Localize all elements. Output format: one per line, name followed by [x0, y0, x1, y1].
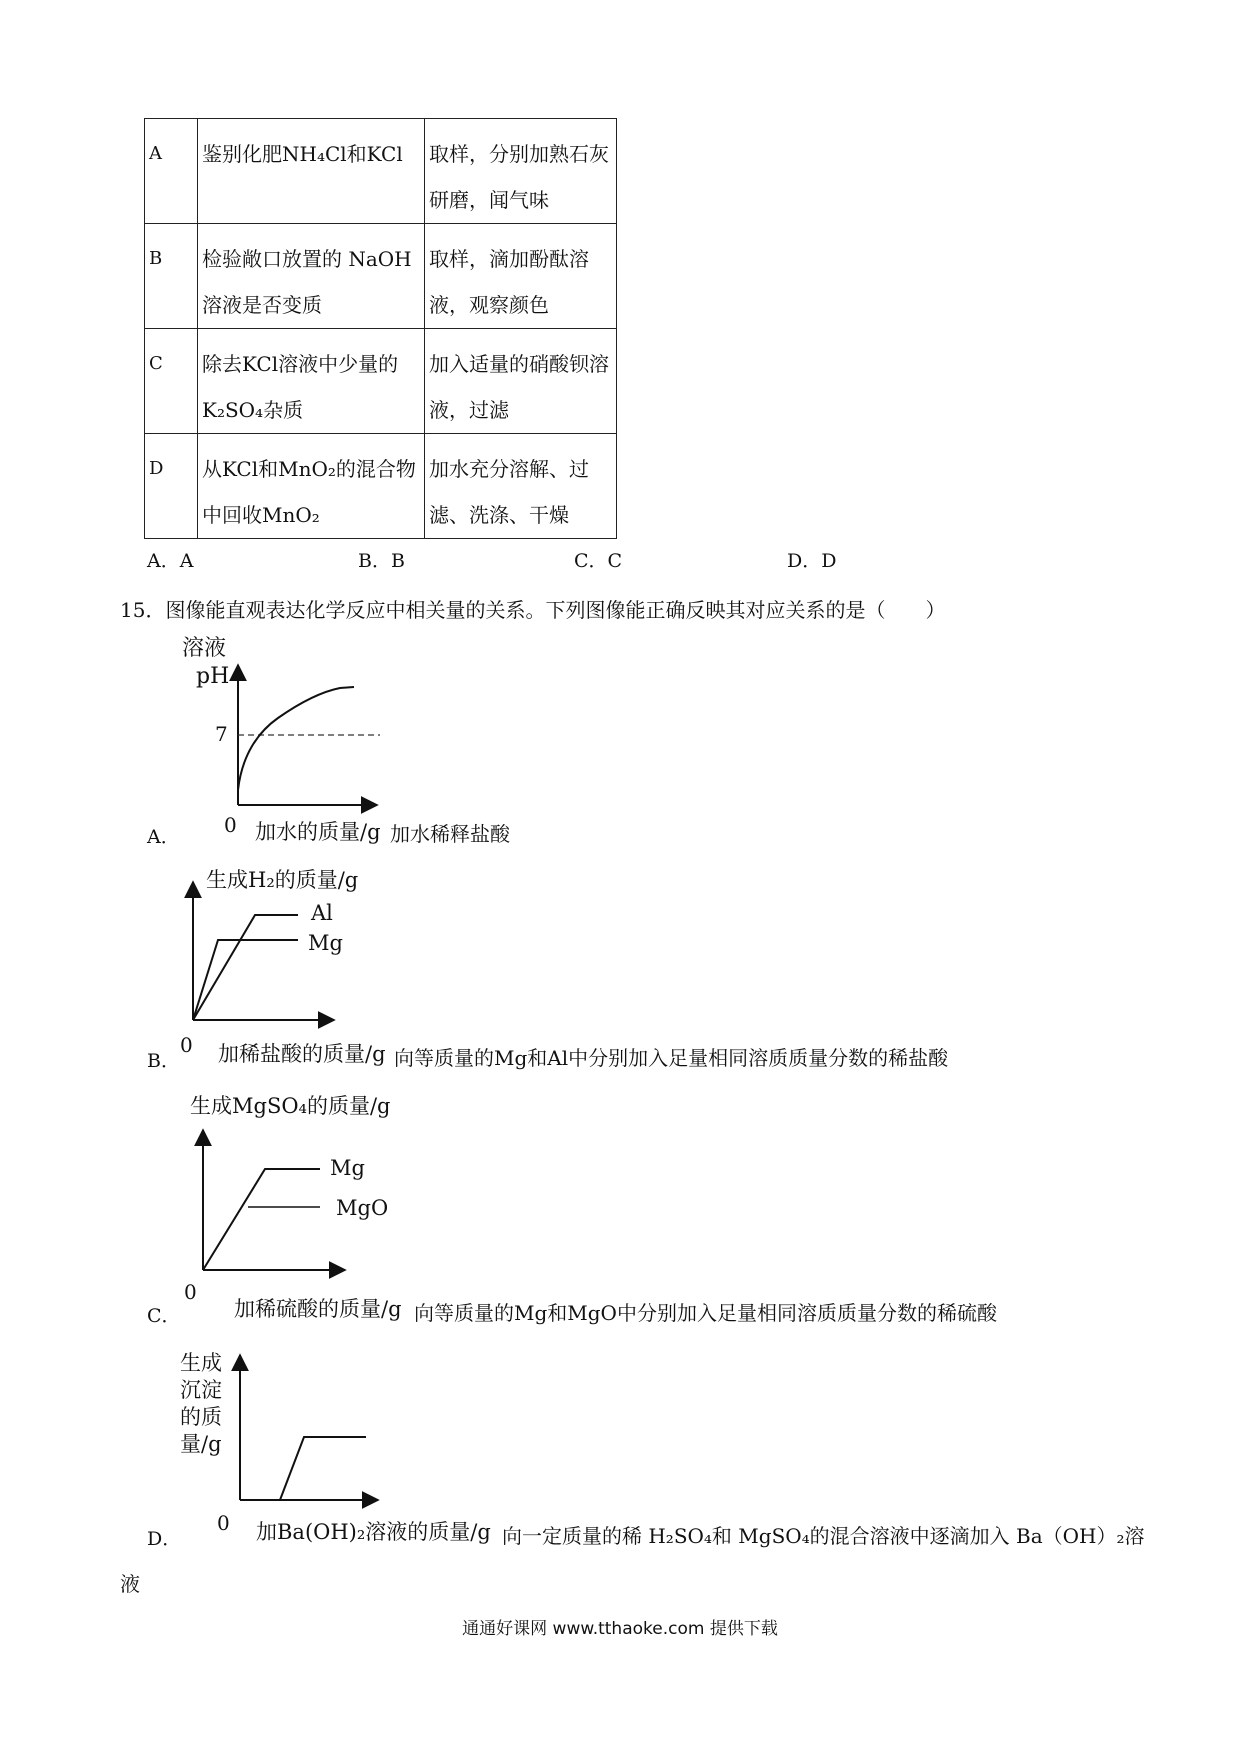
graph-a-option[interactable]: A． [147, 826, 180, 848]
graph-d-ylabel-3: 的质 [180, 1405, 222, 1429]
graph-c-line-mg [203, 1169, 320, 1270]
graph-a [170, 630, 430, 845]
graph-d-ylabel-4: 量/g [180, 1432, 222, 1456]
row-label: B [145, 224, 198, 329]
graph-b-xlabel: 加稀盐酸的质量/g [218, 1042, 386, 1066]
experiment-table [144, 118, 617, 539]
graph-d-xlabel: 加Ba(OH)₂溶液的质量/g [256, 1520, 491, 1544]
graph-b-series-mg: Mg [308, 931, 343, 955]
graph-c-series-mgo: MgO [336, 1196, 389, 1220]
option-b[interactable]: B．B [358, 550, 405, 572]
option-c[interactable]: C．C [574, 550, 623, 572]
row-label: A [145, 119, 198, 224]
option-d[interactable]: D．D [787, 550, 837, 572]
graph-b-series-al: Al [311, 901, 333, 925]
graph-d-option[interactable]: D． [147, 1528, 182, 1550]
graph-a-ylabel-1: 溶液 [182, 636, 227, 661]
graph-a-origin: 0 [224, 813, 237, 837]
table-row [145, 119, 617, 224]
graph-b-desc: 向等质量的Mg和Al中分别加入足量相同溶质质量分数的稀盐酸 [394, 1046, 949, 1070]
graph-b-option[interactable]: B． [147, 1050, 180, 1072]
question-15-stem: 15．图像能直观表达化学反应中相关量的关系。下列图像能正确反映其对应关系的是（ ） [120, 598, 946, 622]
row-method: 加入适量的硝酸钡溶液，过滤 [425, 329, 617, 434]
option-a[interactable]: A．A [147, 550, 194, 572]
graph-c-option[interactable]: C． [147, 1305, 181, 1327]
table-row [145, 329, 617, 434]
graph-b [170, 860, 490, 1060]
table-row [145, 434, 617, 539]
graph-d [170, 1340, 430, 1540]
graph-c-desc: 向等质量的Mg和MgO中分别加入足量相同溶质质量分数的稀硫酸 [414, 1301, 997, 1325]
graph-d-origin: 0 [217, 1511, 230, 1535]
graph-b-origin: 0 [180, 1033, 193, 1057]
graph-d-ylabel-1: 生成 [180, 1351, 222, 1375]
row-goal: 鉴别化肥NH₄Cl和KCl [198, 119, 425, 224]
row-method: 取样，滴加酚酞溶液，观察颜色 [425, 224, 617, 329]
graph-c-ylabel: 生成MgSO₄的质量/g [190, 1094, 391, 1118]
graph-d-line [280, 1437, 366, 1500]
row-goal: 检验敞口放置的 NaOH溶液是否变质 [198, 224, 425, 329]
page-footer: 通通好课网 www.tthaoke.com 提供下载 [462, 1619, 778, 1639]
graph-a-tick-7: 7 [215, 722, 228, 746]
row-label: D [145, 434, 198, 539]
graph-d-desc-cont: 液 [120, 1572, 140, 1596]
graph-a-xlabel: 加水的质量/g [255, 820, 381, 844]
graph-c-series-mg: Mg [330, 1156, 365, 1180]
row-goal: 除去KCl溶液中少量的K₂SO₄杂质 [198, 329, 425, 434]
row-label: C [145, 329, 198, 434]
graph-a-desc: 加水稀释盐酸 [390, 822, 510, 846]
row-method: 取样，分别加熟石灰研磨，闻气味 [425, 119, 617, 224]
graph-c-origin: 0 [184, 1280, 197, 1304]
table-row [145, 224, 617, 329]
row-goal: 从KCl和MnO₂的混合物中回收MnO₂ [198, 434, 425, 539]
graph-d-ylabel-2: 沉淀 [180, 1378, 222, 1402]
graph-c-xlabel: 加稀硫酸的质量/g [234, 1297, 402, 1321]
graph-d-desc: 向一定质量的稀 H₂SO₄和 MgSO₄的混合溶液中逐滴加入 Ba（OH）₂溶 [502, 1524, 1145, 1548]
graph-a-curve [238, 687, 354, 790]
graph-a-ylabel-2: pH [196, 664, 230, 689]
row-method: 加水充分溶解、过滤、洗涤、干燥 [425, 434, 617, 539]
graph-c [170, 1085, 500, 1310]
graph-b-line-mg [193, 940, 298, 1020]
graph-b-ylabel: 生成H₂的质量/g [206, 868, 359, 892]
